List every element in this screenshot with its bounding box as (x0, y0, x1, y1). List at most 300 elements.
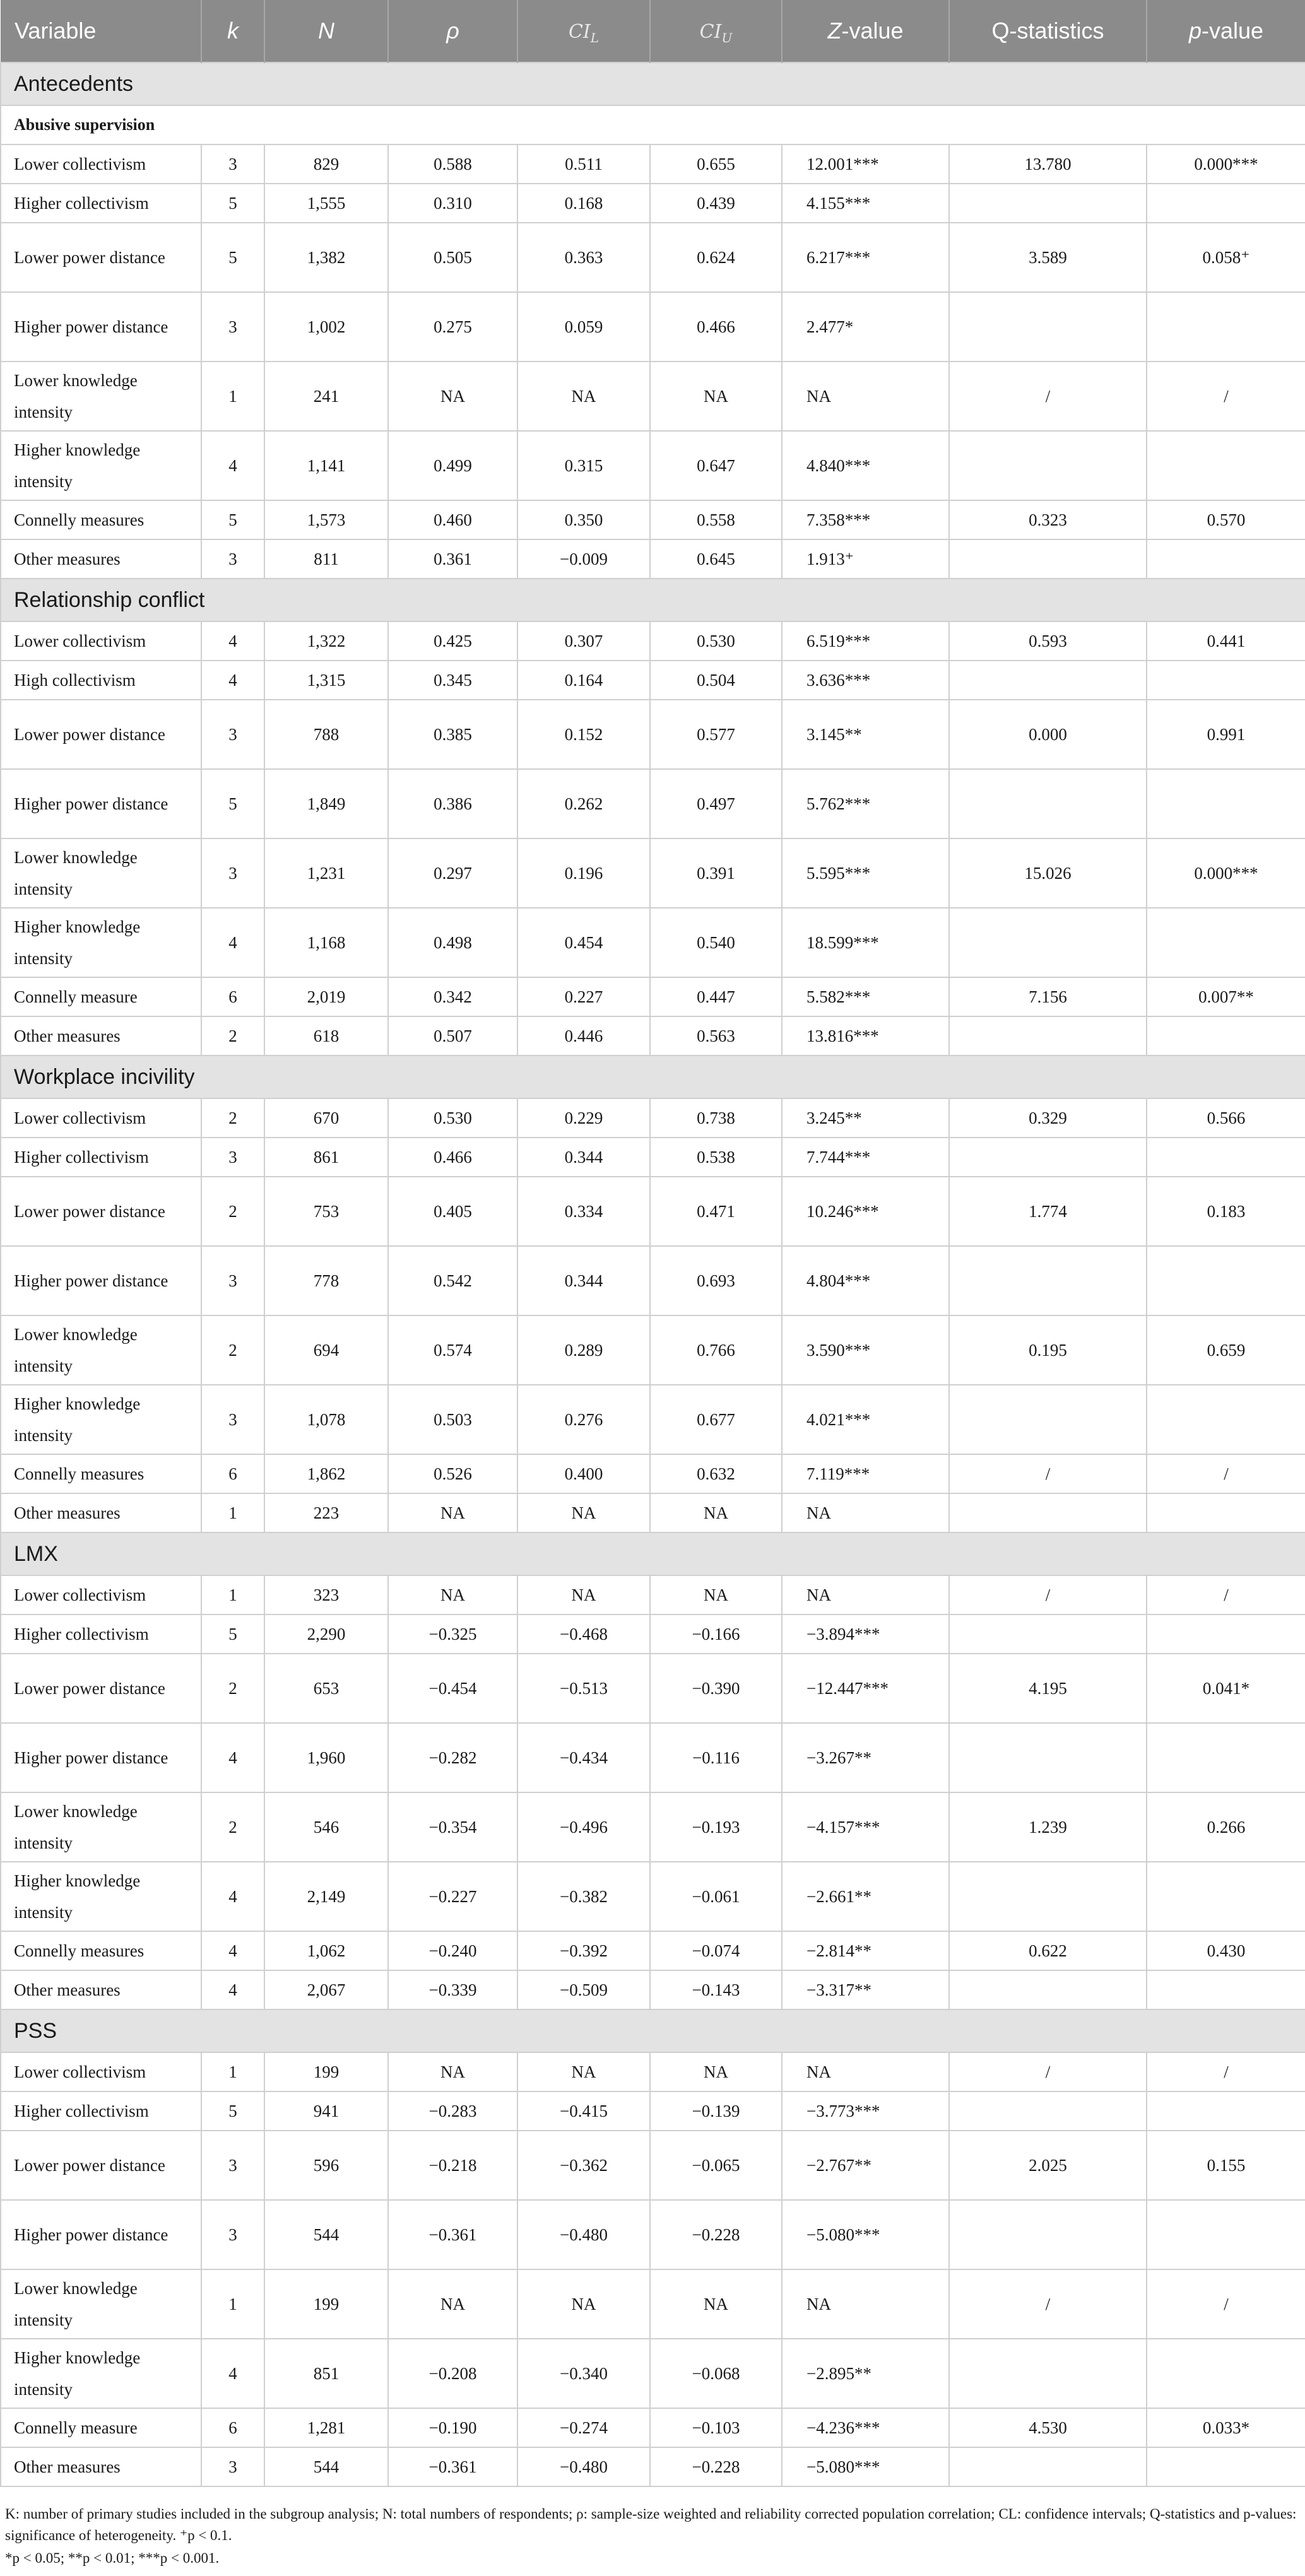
cell-k: 1 (201, 2052, 264, 2091)
cell-n: 861 (264, 1138, 388, 1177)
cell-rho: −0.361 (388, 2447, 517, 2486)
cell-variable: Connelly measure (1, 2408, 201, 2447)
cell-ci-lower: 0.168 (517, 184, 650, 223)
cell-rho: 0.385 (388, 700, 517, 769)
cell-k: 5 (201, 2091, 264, 2131)
cell-variable: Lower collectivism (1, 1098, 201, 1138)
table-row (1, 1138, 1305, 1177)
cell-n: 811 (264, 539, 388, 579)
cell-variable: Lower knowledge intensity (1, 362, 201, 431)
table-row (1, 1970, 1305, 2009)
cell-ci-lower: NA (517, 2269, 650, 2339)
cell-variable: Lower collectivism (1, 144, 201, 184)
cell-q-statistics: / (949, 2052, 1147, 2091)
cell-z-value: NA (782, 1575, 949, 1614)
cell-ci-upper: 0.538 (650, 1138, 782, 1177)
cell-ci-upper: 0.504 (650, 661, 782, 700)
cell-n: 544 (264, 2200, 388, 2269)
cell-p-value (1147, 292, 1305, 362)
cell-n: 1,315 (264, 661, 388, 700)
cell-variable: Lower knowledge intensity (1, 838, 201, 908)
table-row (1, 838, 1305, 908)
cell-k: 3 (201, 1246, 264, 1315)
cell-ci-upper: −0.228 (650, 2200, 782, 2269)
col-header-k: k (201, 0, 264, 62)
col-header-variable: Variable (1, 0, 201, 62)
cell-z-value: 6.519*** (782, 621, 949, 661)
cell-ci-upper: −0.166 (650, 1614, 782, 1654)
table-row (1, 1931, 1305, 1970)
cell-p-value: 0.991 (1147, 700, 1305, 769)
table-row (1, 2200, 1305, 2269)
cell-z-value: 6.217*** (782, 223, 949, 292)
cell-ci-lower: 0.229 (517, 1098, 650, 1138)
cell-z-value: −4.157*** (782, 1792, 949, 1862)
cell-n: 1,322 (264, 621, 388, 661)
cell-variable: Other measures (1, 2447, 201, 2486)
cell-q-statistics (949, 2339, 1147, 2408)
cell-q-statistics (949, 1970, 1147, 2009)
cell-q-statistics (949, 2447, 1147, 2486)
cell-k: 4 (201, 1931, 264, 1970)
cell-q-statistics: / (949, 362, 1147, 431)
cell-rho: 0.345 (388, 661, 517, 700)
col-header-p-value: p-value (1147, 0, 1305, 62)
table-row (1, 539, 1305, 579)
cell-z-value: −4.236*** (782, 2408, 949, 2447)
cell-z-value: −3.894*** (782, 1614, 949, 1654)
cell-ci-upper: 0.738 (650, 1098, 782, 1138)
cell-rho: −0.361 (388, 2200, 517, 2269)
cell-n: 544 (264, 2447, 388, 2486)
table-row (1, 144, 1305, 184)
table-row (1, 1614, 1305, 1654)
cell-ci-lower: −0.434 (517, 1723, 650, 1792)
col-header-ci-upper: $CI_U$ (650, 0, 782, 62)
cell-variable: Higher collectivism (1, 1614, 201, 1654)
cell-z-value: 4.021*** (782, 1385, 949, 1454)
cell-k: 4 (201, 431, 264, 500)
cell-ci-lower: −0.480 (517, 2200, 650, 2269)
cell-ci-lower: −0.340 (517, 2339, 650, 2408)
cell-ci-upper: −0.074 (650, 1931, 782, 1970)
cell-q-statistics (949, 661, 1147, 700)
cell-ci-upper: 0.439 (650, 184, 782, 223)
cell-variable: Lower knowledge intensity (1, 1792, 201, 1862)
cell-ci-upper: 0.655 (650, 144, 782, 184)
cell-ci-lower: 0.262 (517, 769, 650, 838)
table-row (1, 292, 1305, 362)
cell-k: 3 (201, 2200, 264, 2269)
cell-ci-lower: −0.382 (517, 1862, 650, 1931)
cell-z-value: NA (782, 1493, 949, 1532)
cell-n: 778 (264, 1246, 388, 1315)
cell-k: 5 (201, 769, 264, 838)
table-row (1, 500, 1305, 539)
table-row (1, 2052, 1305, 2091)
cell-q-statistics: 0.329 (949, 1098, 1147, 1138)
cell-q-statistics: 0.000 (949, 700, 1147, 769)
cell-k: 3 (201, 2447, 264, 2486)
cell-q-statistics (949, 1862, 1147, 1931)
cell-ci-lower: −0.480 (517, 2447, 650, 2486)
cell-rho: NA (388, 2269, 517, 2339)
section-header-row (1, 579, 1305, 621)
cell-ci-upper: 0.647 (650, 431, 782, 500)
cell-z-value: −3.267** (782, 1723, 949, 1792)
cell-ci-upper: −0.193 (650, 1792, 782, 1862)
cell-rho: 0.505 (388, 223, 517, 292)
cell-rho: −0.283 (388, 2091, 517, 2131)
cell-q-statistics (949, 1493, 1147, 1532)
cell-p-value (1147, 661, 1305, 700)
cell-k: 4 (201, 908, 264, 977)
footnote-significance: *p < 0.05; **p < 0.01; ***p < 0.001. (5, 2550, 220, 2566)
cell-p-value (1147, 1016, 1305, 1056)
cell-ci-upper: NA (650, 1575, 782, 1614)
cell-p-value (1147, 539, 1305, 579)
cell-ci-upper: 0.558 (650, 500, 782, 539)
cell-rho: 0.503 (388, 1385, 517, 1454)
cell-k: 4 (201, 2339, 264, 2408)
cell-rho: 0.507 (388, 1016, 517, 1056)
cell-ci-upper: 0.466 (650, 292, 782, 362)
cell-ci-lower: 0.363 (517, 223, 650, 292)
cell-rho: −0.354 (388, 1792, 517, 1862)
cell-ci-lower: 0.196 (517, 838, 650, 908)
cell-p-value: 0.000*** (1147, 144, 1305, 184)
cell-variable: Lower power distance (1, 700, 201, 769)
cell-n: 1,555 (264, 184, 388, 223)
cell-z-value: 13.816*** (782, 1016, 949, 1056)
cell-ci-upper: 0.391 (650, 838, 782, 908)
cell-ci-lower: 0.350 (517, 500, 650, 539)
cell-rho: 0.310 (388, 184, 517, 223)
cell-k: 3 (201, 539, 264, 579)
cell-n: 199 (264, 2269, 388, 2339)
cell-variable: Higher power distance (1, 2200, 201, 2269)
table-row (1, 1098, 1305, 1138)
cell-ci-upper: 0.693 (650, 1246, 782, 1315)
cell-q-statistics: 0.323 (949, 500, 1147, 539)
cell-p-value: / (1147, 2052, 1305, 2091)
cell-z-value: −3.317** (782, 1970, 949, 2009)
cell-ci-lower: 0.334 (517, 1177, 650, 1246)
cell-q-statistics (949, 1385, 1147, 1454)
cell-p-value (1147, 2091, 1305, 2131)
cell-p-value (1147, 1970, 1305, 2009)
cell-ci-lower: 0.227 (517, 977, 650, 1016)
cell-rho: 0.361 (388, 539, 517, 579)
cell-k: 3 (201, 1138, 264, 1177)
section-header-row (1, 2009, 1305, 2052)
cell-q-statistics: 0.622 (949, 1931, 1147, 1970)
cell-k: 2 (201, 1315, 264, 1385)
cell-ci-upper: 0.624 (650, 223, 782, 292)
cell-variable: Higher collectivism (1, 1138, 201, 1177)
cell-z-value: 2.477* (782, 292, 949, 362)
cell-q-statistics: 15.026 (949, 838, 1147, 908)
cell-ci-lower: NA (517, 1575, 650, 1614)
cell-variable: Higher collectivism (1, 184, 201, 223)
cell-ci-lower: 0.344 (517, 1138, 650, 1177)
section-title: LMX (1, 1532, 1305, 1575)
subsection-header-row (1, 105, 1305, 144)
cell-q-statistics: 0.195 (949, 1315, 1147, 1385)
cell-variable: Lower power distance (1, 2131, 201, 2200)
cell-ci-lower: −0.392 (517, 1931, 650, 1970)
cell-p-value: 0.570 (1147, 500, 1305, 539)
cell-z-value: 3.590*** (782, 1315, 949, 1385)
section-title: Relationship conflict (1, 579, 1305, 621)
table-row (1, 700, 1305, 769)
cell-rho: −0.339 (388, 1970, 517, 2009)
cell-rho: −0.190 (388, 2408, 517, 2447)
cell-k: 2 (201, 1792, 264, 1862)
cell-ci-lower: 0.152 (517, 700, 650, 769)
cell-p-value (1147, 769, 1305, 838)
cell-n: 223 (264, 1493, 388, 1532)
col-header-n: N (264, 0, 388, 62)
cell-p-value (1147, 184, 1305, 223)
cell-q-statistics: / (949, 1454, 1147, 1493)
cell-ci-upper: 0.563 (650, 1016, 782, 1056)
section-header-row (1, 1532, 1305, 1575)
cell-k: 3 (201, 838, 264, 908)
cell-k: 1 (201, 1493, 264, 1532)
cell-q-statistics (949, 1723, 1147, 1792)
cell-n: 670 (264, 1098, 388, 1138)
cell-rho: −0.454 (388, 1654, 517, 1723)
cell-q-statistics: 0.593 (949, 621, 1147, 661)
cell-p-value: 0.041* (1147, 1654, 1305, 1723)
cell-k: 3 (201, 1385, 264, 1454)
cell-variable: Higher collectivism (1, 2091, 201, 2131)
section-title: PSS (1, 2009, 1305, 2052)
cell-z-value: −2.814** (782, 1931, 949, 1970)
cell-ci-upper: 0.471 (650, 1177, 782, 1246)
cell-z-value: −3.773*** (782, 2091, 949, 2131)
cell-p-value: 0.155 (1147, 2131, 1305, 2200)
cell-k: 2 (201, 1098, 264, 1138)
cell-variable: Connelly measures (1, 500, 201, 539)
cell-rho: NA (388, 1493, 517, 1532)
table-row (1, 1493, 1305, 1532)
table-row (1, 1385, 1305, 1454)
cell-ci-lower: 0.454 (517, 908, 650, 977)
cell-variable: Higher knowledge intensity (1, 1385, 201, 1454)
cell-ci-lower: −0.362 (517, 2131, 650, 2200)
cell-q-statistics (949, 1138, 1147, 1177)
cell-variable: Other measures (1, 1016, 201, 1056)
cell-z-value: 12.001*** (782, 144, 949, 184)
cell-k: 5 (201, 223, 264, 292)
cell-ci-lower: −0.009 (517, 539, 650, 579)
cell-ci-upper: −0.116 (650, 1723, 782, 1792)
cell-p-value: 0.266 (1147, 1792, 1305, 1862)
cell-ci-lower: NA (517, 1493, 650, 1532)
cell-variable: Higher power distance (1, 292, 201, 362)
table-row (1, 1575, 1305, 1614)
cell-z-value: 7.119*** (782, 1454, 949, 1493)
table-row (1, 908, 1305, 977)
cell-variable: Connelly measures (1, 1454, 201, 1493)
cell-k: 2 (201, 1654, 264, 1723)
cell-q-statistics: 4.530 (949, 2408, 1147, 2447)
cell-p-value: 0.566 (1147, 1098, 1305, 1138)
cell-k: 4 (201, 1970, 264, 2009)
table-row (1, 977, 1305, 1016)
cell-p-value: 0.430 (1147, 1931, 1305, 1970)
table-row (1, 1723, 1305, 1792)
cell-ci-upper: 0.577 (650, 700, 782, 769)
cell-ci-lower: 0.276 (517, 1385, 650, 1454)
cell-z-value: 3.636*** (782, 661, 949, 700)
cell-z-value: −12.447*** (782, 1654, 949, 1723)
cell-k: 3 (201, 2131, 264, 2200)
cell-rho: 0.460 (388, 500, 517, 539)
cell-ci-upper: 0.645 (650, 539, 782, 579)
cell-k: 6 (201, 2408, 264, 2447)
cell-k: 3 (201, 144, 264, 184)
cell-n: 618 (264, 1016, 388, 1056)
cell-n: 1,002 (264, 292, 388, 362)
cell-ci-lower: −0.496 (517, 1792, 650, 1862)
cell-z-value: −2.767** (782, 2131, 949, 2200)
cell-z-value: −5.080*** (782, 2447, 949, 2486)
cell-variable: Higher knowledge intensity (1, 2339, 201, 2408)
cell-ci-upper: 0.677 (650, 1385, 782, 1454)
cell-q-statistics: 1.774 (949, 1177, 1147, 1246)
cell-n: 1,849 (264, 769, 388, 838)
cell-q-statistics (949, 2091, 1147, 2131)
cell-p-value: / (1147, 2269, 1305, 2339)
cell-z-value: 4.840*** (782, 431, 949, 500)
cell-q-statistics: 4.195 (949, 1654, 1147, 1723)
cell-rho: 0.526 (388, 1454, 517, 1493)
cell-n: 1,573 (264, 500, 388, 539)
cell-n: 788 (264, 700, 388, 769)
cell-z-value: 4.155*** (782, 184, 949, 223)
table-row (1, 1246, 1305, 1315)
cell-z-value: 7.744*** (782, 1138, 949, 1177)
cell-ci-upper: −0.143 (650, 1970, 782, 2009)
cell-n: 199 (264, 2052, 388, 2091)
cell-q-statistics: / (949, 2269, 1147, 2339)
cell-k: 1 (201, 2269, 264, 2339)
cell-ci-upper: 0.632 (650, 1454, 782, 1493)
cell-rho: 0.466 (388, 1138, 517, 1177)
cell-n: 1,168 (264, 908, 388, 977)
cell-p-value (1147, 1246, 1305, 1315)
cell-rho: −0.282 (388, 1723, 517, 1792)
cell-z-value: 3.245** (782, 1098, 949, 1138)
cell-k: 2 (201, 1016, 264, 1056)
col-header-q-statistics: Q-statistics (949, 0, 1147, 62)
cell-z-value: −2.895** (782, 2339, 949, 2408)
cell-rho: −0.208 (388, 2339, 517, 2408)
section-title: Antecedents (1, 62, 1305, 105)
cell-rho: −0.325 (388, 1614, 517, 1654)
cell-q-statistics: 2.025 (949, 2131, 1147, 2200)
cell-p-value: / (1147, 1454, 1305, 1493)
cell-rho: 0.498 (388, 908, 517, 977)
table-row (1, 1315, 1305, 1385)
cell-variable: Higher power distance (1, 769, 201, 838)
cell-n: 653 (264, 1654, 388, 1723)
cell-rho: NA (388, 362, 517, 431)
cell-rho: 0.297 (388, 838, 517, 908)
cell-q-statistics (949, 1614, 1147, 1654)
cell-ci-lower: 0.289 (517, 1315, 650, 1385)
cell-ci-upper: −0.103 (650, 2408, 782, 2447)
cell-z-value: 3.145** (782, 700, 949, 769)
cell-n: 241 (264, 362, 388, 431)
cell-n: 1,062 (264, 1931, 388, 1970)
cell-variable: Lower power distance (1, 1654, 201, 1723)
cell-ci-upper: 0.497 (650, 769, 782, 838)
table-row (1, 2091, 1305, 2131)
cell-variable: Higher knowledge intensity (1, 1862, 201, 1931)
cell-ci-lower: −0.468 (517, 1614, 650, 1654)
subsection-title: Abusive supervision (1, 105, 1305, 144)
cell-z-value: 7.358*** (782, 500, 949, 539)
cell-n: 1,078 (264, 1385, 388, 1454)
cell-n: 1,231 (264, 838, 388, 908)
cell-p-value: / (1147, 1575, 1305, 1614)
table-row (1, 1654, 1305, 1723)
cell-k: 3 (201, 700, 264, 769)
cell-z-value: −5.080*** (782, 2200, 949, 2269)
cell-k: 3 (201, 292, 264, 362)
cell-variable: Lower power distance (1, 223, 201, 292)
cell-q-statistics: / (949, 1575, 1147, 1614)
cell-variable: Lower collectivism (1, 621, 201, 661)
cell-q-statistics (949, 539, 1147, 579)
cell-p-value (1147, 2447, 1305, 2486)
cell-ci-upper: −0.228 (650, 2447, 782, 2486)
cell-rho: NA (388, 1575, 517, 1614)
cell-variable: Higher power distance (1, 1723, 201, 1792)
cell-rho: −0.240 (388, 1931, 517, 1970)
table-row (1, 2269, 1305, 2339)
cell-n: 1,141 (264, 431, 388, 500)
cell-z-value: 4.804*** (782, 1246, 949, 1315)
cell-variable: High collectivism (1, 661, 201, 700)
cell-ci-lower: −0.274 (517, 2408, 650, 2447)
cell-k: 6 (201, 977, 264, 1016)
cell-z-value: 5.762*** (782, 769, 949, 838)
cell-z-value: −2.661** (782, 1862, 949, 1931)
cell-z-value: NA (782, 362, 949, 431)
cell-ci-lower: 0.164 (517, 661, 650, 700)
table-row (1, 769, 1305, 838)
cell-variable: Other measures (1, 539, 201, 579)
cell-variable: Lower collectivism (1, 2052, 201, 2091)
cell-p-value (1147, 1493, 1305, 1532)
cell-ci-upper: NA (650, 2269, 782, 2339)
section-title: Workplace incivility (1, 1056, 1305, 1098)
table-row (1, 2131, 1305, 2200)
cell-k: 5 (201, 1614, 264, 1654)
cell-ci-upper: 0.530 (650, 621, 782, 661)
cell-q-statistics: 1.239 (949, 1792, 1147, 1862)
cell-n: 1,281 (264, 2408, 388, 2447)
cell-q-statistics (949, 431, 1147, 500)
cell-n: 2,067 (264, 1970, 388, 2009)
cell-n: 851 (264, 2339, 388, 2408)
cell-ci-upper: NA (650, 2052, 782, 2091)
